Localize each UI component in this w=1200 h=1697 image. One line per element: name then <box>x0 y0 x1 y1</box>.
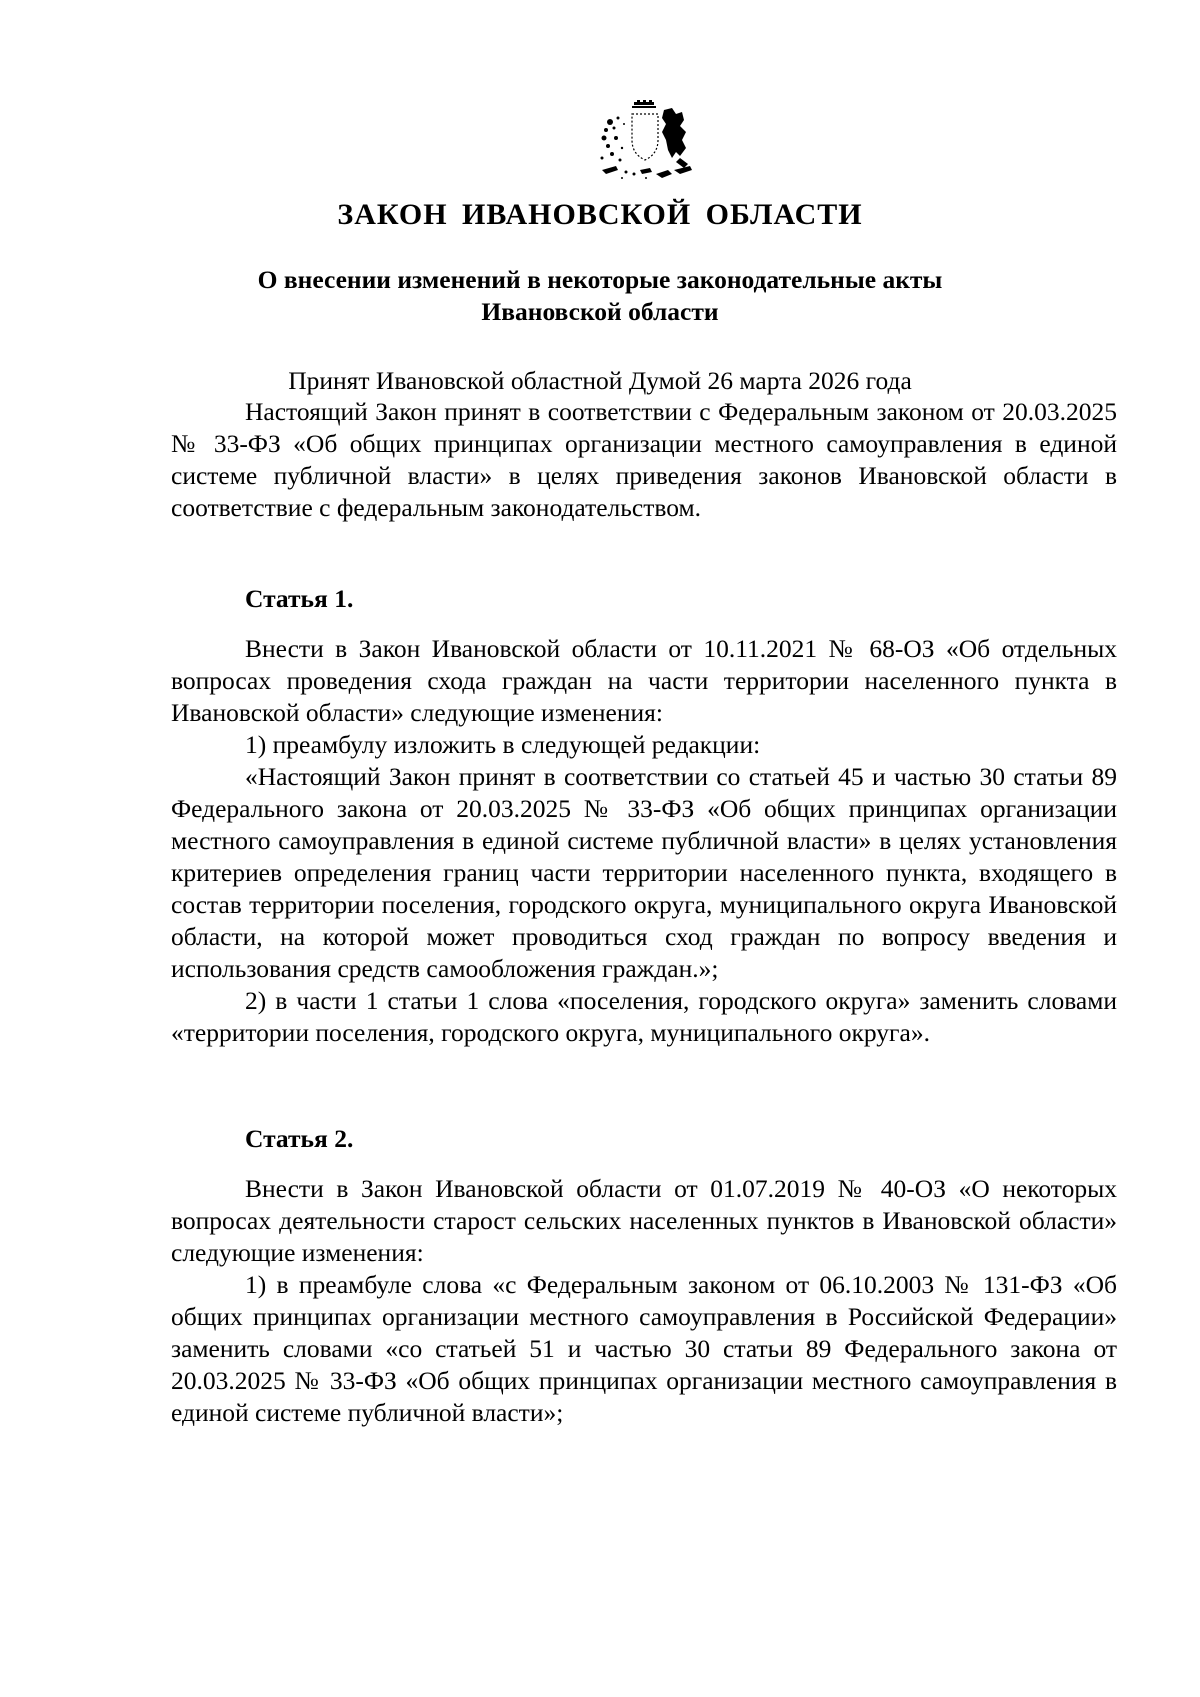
article-1-heading: Статья 1. <box>245 584 354 613</box>
coat-of-arms-icon <box>596 100 694 182</box>
law-title: ЗАКОН ИВАНОВСКОЙ ОБЛАСТИ <box>337 198 863 231</box>
article-1-paragraph: Внести в Закон Ивановской области от 10.11.2021 № 68-ОЗ «Об отдельных вопросах проведения схода граждан на части территории населенного пункта в Ивановской области» следующие изменения: <box>171 634 1117 727</box>
article-1-paragraph: «Настоящий Закон принят в соответствии со статьей 45 и частью 30 статьи 89 Федерального закона от 20.03.2025 № 33-ФЗ «Об общих принципах организации местного самоуправления в единой системе публичной власти» в целях установления критериев определения границ части территории населенного пункта, входящего в состав территории поселения, городского округа, муниципального округа Ивановской области, на которой может проводиться сход граждан по вопросу введения и использования средств самообложения граждан.»; <box>171 762 1117 983</box>
article-2-paragraph: Внести в Закон Ивановской области от 01.07.2019 № 40-ОЗ «О некоторых вопросах деятельности старост сельских населенных пунктов в Ивановской области» следующие изменения: <box>171 1174 1117 1267</box>
subject-line-2: Ивановской области <box>481 297 719 326</box>
article-2-heading: Статья 2. <box>245 1124 354 1153</box>
article-2-body <box>171 1173 1117 1429</box>
article-1-body <box>171 633 1117 1049</box>
adoption-note: Принят Ивановской областной Думой 26 марта 2026 года <box>288 366 912 395</box>
preamble <box>171 396 1117 524</box>
article-1-paragraph: 2) в части 1 статьи 1 слова «поселения, городского округа» заменить словами «территории поселения, городского округа, муниципального округа». <box>171 986 1117 1047</box>
subject-line-1: О внесении изменений в некоторые законодательные акты <box>257 265 943 294</box>
preamble-paragraph: Настоящий Закон принят в соответствии с Федеральным законом от 20.03.2025 № 33-ФЗ «Об общих принципах организации местного самоуправления в единой системе публичной власти» в целях приведения законов Ивановской области в соответствие с федеральным законодательством. <box>171 397 1117 522</box>
article-1-paragraph: 1) преамбулу изложить в следующей редакции: <box>245 730 761 759</box>
law-subject <box>160 264 1040 328</box>
article-2-paragraph: 1) в преамбуле слова «с Федеральным законом от 06.10.2003 № 131-ФЗ «Об общих принципах организации местного самоуправления в Российской Федерации» заменить словами «со статьей 51 и частью 30 статьи 89 Федерального закона от 20.03.2025 № 33-ФЗ «Об общих принципах организации местного самоуправления в единой системе публичной власти»; <box>171 1270 1117 1427</box>
